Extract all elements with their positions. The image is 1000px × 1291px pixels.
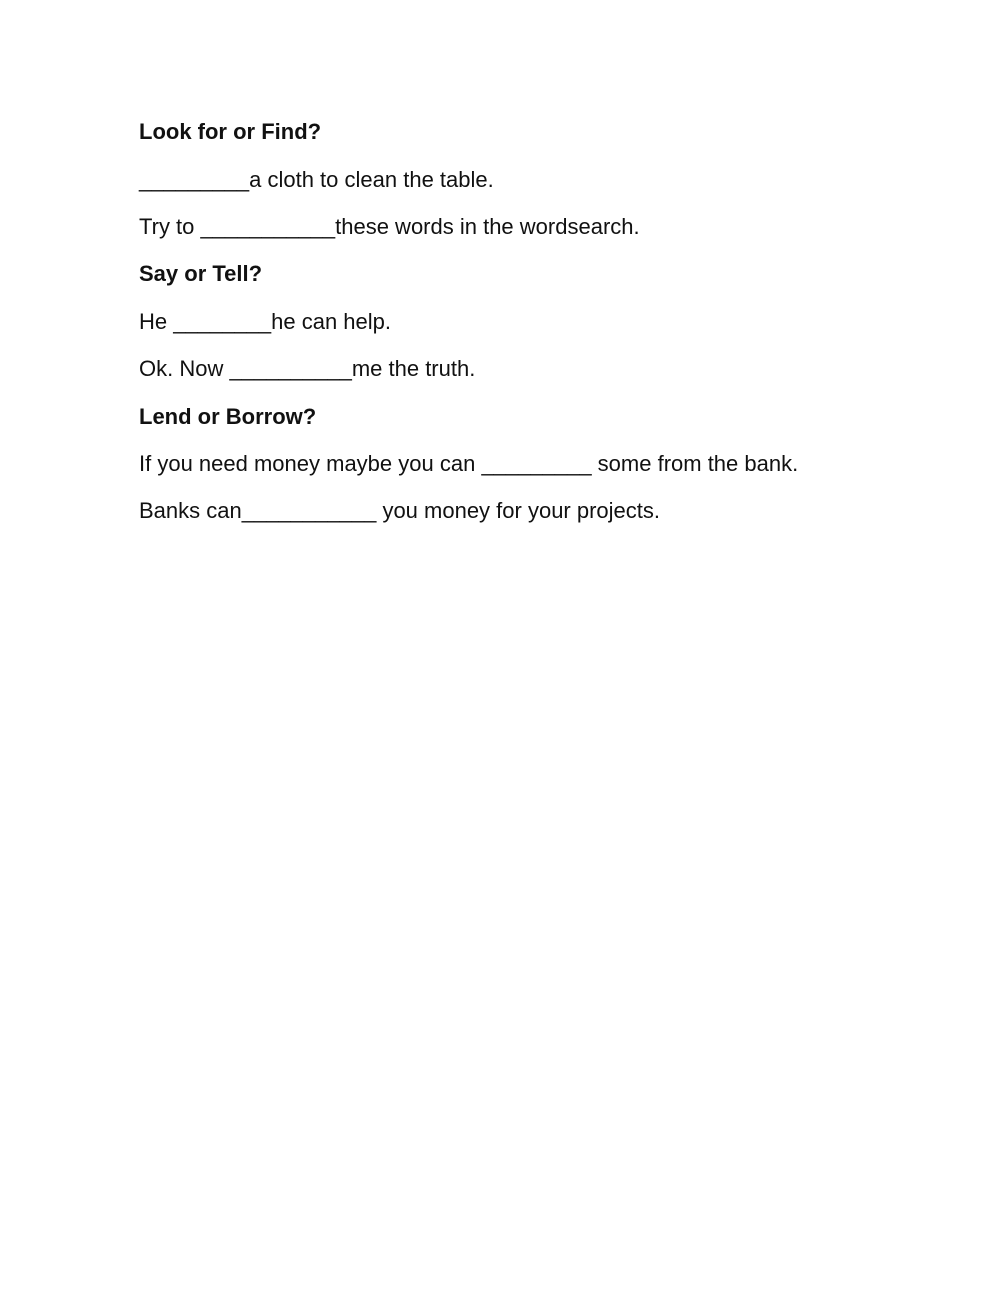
section-heading-say-or-tell: Say or Tell? <box>139 261 263 286</box>
sentence-text-before: Try to <box>139 214 201 239</box>
sentence-text-after: you money for your projects. <box>376 498 661 523</box>
answer-blank[interactable]: ___________ <box>200 214 336 239</box>
sentence-text-after: these words in the wordsearch. <box>335 214 640 239</box>
sentence-text-before: Banks can <box>139 498 242 523</box>
sentence-1 <box>139 166 494 194</box>
sentence-4 <box>139 355 475 383</box>
sentence-text-after: he can help. <box>271 309 392 334</box>
section-heading-look-for-or-find: Look for or Find? <box>139 119 322 144</box>
sentence-text-after: a cloth to clean the table. <box>249 167 494 192</box>
answer-blank[interactable]: ________ <box>173 309 272 334</box>
sentence-5 <box>139 450 798 478</box>
sentence-text-before: He <box>139 309 174 334</box>
sentence-text-after: some from the bank. <box>591 451 799 476</box>
section-heading-lend-or-borrow: Lend or Borrow? <box>139 404 317 429</box>
sentence-3 <box>139 308 391 336</box>
sentence-text-before: Ok. Now <box>139 356 230 381</box>
sentence-text-after: me the truth. <box>351 356 476 381</box>
answer-blank[interactable]: _________ <box>139 167 250 192</box>
sentence-text-before: If you need money maybe you can <box>139 451 482 476</box>
sentence-2 <box>139 213 640 241</box>
sentence-6 <box>139 497 660 525</box>
answer-blank[interactable]: ___________ <box>241 498 377 523</box>
answer-blank[interactable]: _________ <box>481 451 592 476</box>
answer-blank[interactable]: __________ <box>229 356 352 381</box>
